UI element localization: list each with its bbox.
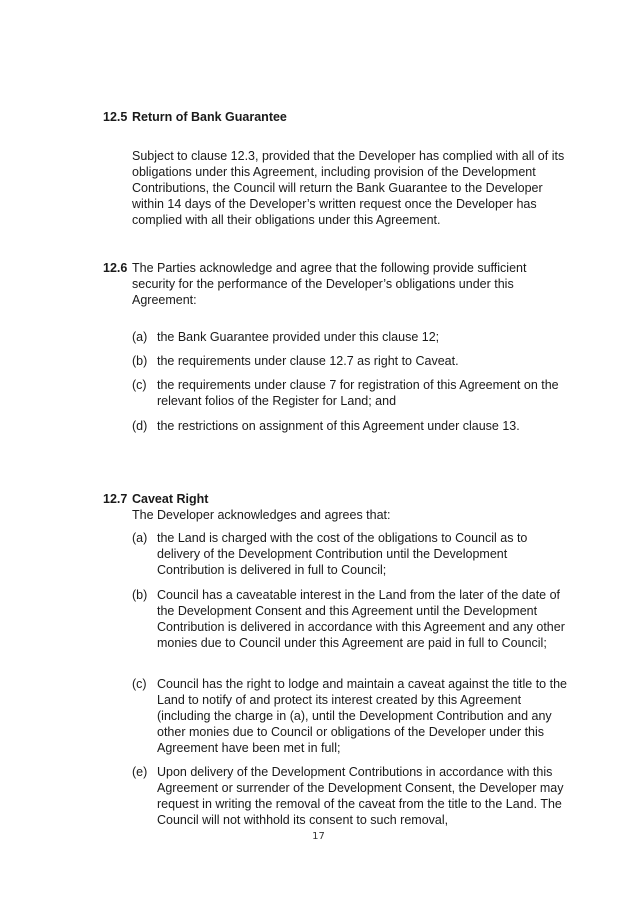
section-12-5-body: Subject to clause 12.3, provided that the Developer has complied with all of its obligations under this Agreement, including provision of the Development Contributions, the Council will return the Bank Guarantee to the Developer within 14 days of the Developer’s written request once the Developer has complied with all their obligations under this Agreement. bbox=[132, 149, 565, 227]
list-item-label: (a) bbox=[132, 330, 148, 344]
list-item-label: (b) bbox=[132, 588, 148, 602]
page-number: 17 bbox=[312, 831, 325, 842]
list-item bbox=[132, 764, 572, 828]
list-item-text: the requirements under clause 7 for registration of this Agreement on the relevant folios of the Register for Land; and bbox=[157, 378, 559, 408]
list-item bbox=[132, 587, 572, 651]
list-item-text: the Land is charged with the cost of the obligations to Council as to delivery of the Development Contribution until the Development Contribution is delivered in full to Council; bbox=[157, 531, 528, 577]
section-title: Return of Bank Guarantee bbox=[132, 110, 287, 124]
list-item-text: the Bank Guarantee provided under this clause 12; bbox=[157, 330, 440, 344]
section-12-5-heading bbox=[103, 109, 287, 125]
list-item-label: (b) bbox=[132, 354, 148, 368]
list-item bbox=[132, 377, 572, 409]
section-number: 12.7 bbox=[103, 492, 128, 506]
section-12-6-number: 12.6 bbox=[103, 261, 128, 275]
list-item bbox=[132, 353, 572, 369]
list-item-text: the restrictions on assignment of this Agreement under clause 13. bbox=[157, 419, 520, 433]
section-12-7-intro: The Developer acknowledges and agrees that: bbox=[132, 508, 391, 522]
list-item bbox=[132, 418, 572, 434]
list-item-text: the requirements under clause 12.7 as right to Caveat. bbox=[157, 354, 459, 368]
section-title: Caveat Right bbox=[132, 492, 209, 506]
list-item-label: (c) bbox=[132, 378, 147, 392]
list-item bbox=[132, 676, 572, 756]
list-item-text: Council has the right to lodge and maintain a caveat against the title to the Land to notify of and protect its interest created by this Agreement (including the charge in (a), until the Development Contribution and any other monies due to Council or obligations of the Developer under this Agreement have been met in full; bbox=[157, 677, 567, 755]
section-number: 12.5 bbox=[103, 110, 128, 124]
list-item-text: Council has a caveatable interest in the Land from the later of the date of the Development Consent and this Agreement until the Development Contribution is delivered in accordance with this Agreement and any other monies due to Council under this Agreement are paid in full to Council; bbox=[157, 588, 565, 650]
section-12-6-body: The Parties acknowledge and agree that the following provide sufficient security for the performance of the Developer’s obligations under this Agreement: bbox=[132, 261, 527, 307]
list-item-label: (c) bbox=[132, 677, 147, 691]
list-item-text: Upon delivery of the Development Contributions in accordance with this Agreement or surrender of the Development Consent, the Developer may request in writing the removal of the caveat from the title to the Land. The Council will not withhold its consent to such removal, bbox=[157, 765, 564, 827]
section-12-7-heading bbox=[103, 491, 208, 507]
list-item bbox=[132, 530, 572, 578]
list-item-label: (d) bbox=[132, 419, 148, 433]
list-item-label: (e) bbox=[132, 765, 148, 779]
list-item bbox=[132, 329, 572, 345]
list-item-label: (a) bbox=[132, 531, 148, 545]
